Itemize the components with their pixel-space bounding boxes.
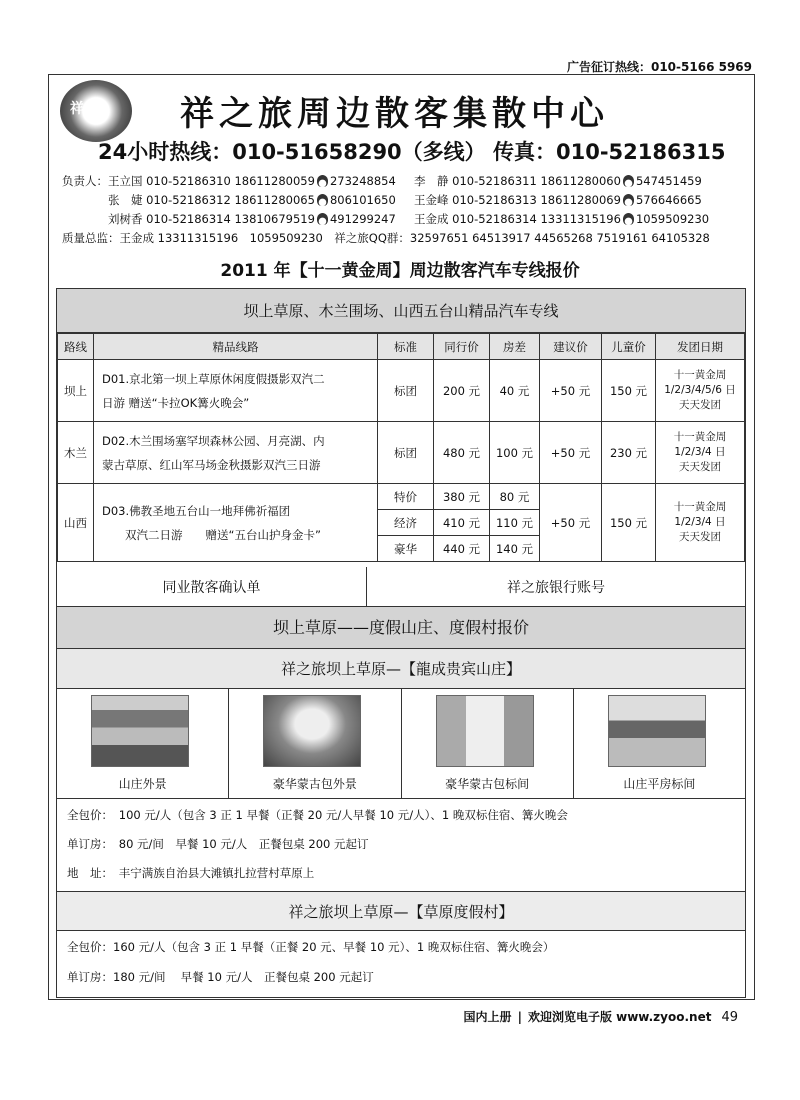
col-header: 儿童价 bbox=[602, 334, 656, 360]
route-region: 坝上 bbox=[58, 360, 94, 422]
contact-left: 负责人：王立国 010-52186310 18611280059 bbox=[62, 174, 315, 188]
contact-right-qq: 576646665 bbox=[635, 193, 702, 207]
col-header: 发团日期 bbox=[656, 334, 745, 360]
resort-exterior-photo bbox=[91, 695, 189, 767]
contact-row bbox=[62, 210, 710, 229]
yurt-room-photo bbox=[436, 695, 534, 767]
qq-penguin-icon bbox=[623, 213, 634, 225]
table-header-row bbox=[58, 334, 745, 360]
route-child-price: 150 元 bbox=[602, 484, 656, 562]
route-peer-price: 480 元 bbox=[434, 422, 490, 484]
contact-left-qq: 806101650 bbox=[329, 193, 396, 207]
photo-card bbox=[402, 689, 574, 798]
contact-right-qq: 547451459 bbox=[635, 174, 702, 188]
route-room-diff: 140 元 bbox=[490, 536, 540, 562]
photo-caption: 豪华蒙古包标间 bbox=[445, 777, 530, 791]
table-row bbox=[58, 360, 745, 422]
footer-book: 国内上册 bbox=[463, 1010, 512, 1024]
qq-penguin-icon bbox=[317, 213, 328, 225]
yurt-exterior-photo bbox=[263, 695, 361, 767]
contact-left: 刘树香 010-52186314 13810679519 bbox=[62, 212, 315, 226]
resort1-package: 全包价： 100 元/人（包含 3 正 1 早餐（正餐 20 元/人早餐 10 元/人）、1 晚双标住宿、篝火晚会 bbox=[67, 808, 568, 822]
bungalow-room-photo bbox=[608, 695, 706, 767]
route-desc: D02.木兰围场塞罕坝森林公园、月亮湖、内 蒙古草原、红山军马场金秋摄影双汽三日游 bbox=[94, 422, 378, 484]
page-footer: 国内上册 | 欢迎浏览电子版 www.zyoo.net 49 bbox=[463, 1010, 738, 1025]
route-desc: D01.京北第一坝上草原休闲度假摄影双汽二 日游 赠送“卡拉OK篝火晚会” bbox=[94, 360, 378, 422]
table-row bbox=[58, 422, 745, 484]
route-room-diff: 80 元 bbox=[490, 484, 540, 510]
col-header: 房差 bbox=[490, 334, 540, 360]
route-room-diff: 40 元 bbox=[490, 360, 540, 422]
route-room-diff: 110 元 bbox=[490, 510, 540, 536]
resort1-address: 地 址： 丰宁满族自治县大滩镇扎拉营村草原上 bbox=[67, 866, 315, 880]
route-table bbox=[57, 333, 745, 562]
phone-line: 24小时热线：010-51658290（多线） 传真：010-52186315 bbox=[98, 140, 726, 164]
price-subtitle: 2011 年【十一黄金周】周边散客汽车专线报价 bbox=[220, 261, 580, 281]
col-header: 同行价 bbox=[434, 334, 490, 360]
resort1-title: 祥之旅坝上草原—【龍成贵宾山庄】 bbox=[57, 649, 745, 689]
qq-penguin-icon bbox=[623, 175, 634, 187]
route-peer-price: 200 元 bbox=[434, 360, 490, 422]
route-dates: 十一黄金周 1/2/3/4 日 天天发团 bbox=[656, 422, 745, 484]
photo-caption: 山庄外景 bbox=[118, 777, 167, 791]
route-child-price: 230 元 bbox=[602, 422, 656, 484]
qq-penguin-icon bbox=[317, 175, 328, 187]
col-header: 路线 bbox=[58, 334, 94, 360]
quality-line: 质量总监：王金成 13311315196 1059509230 祥之旅QQ群：32597651 64513917 44565268 7519161 64105328 bbox=[62, 231, 710, 245]
resort2-package: 全包价：160 元/人（包含 3 正 1 早餐（正餐 20 元、早餐 10 元）、1 晚双标住宿、篝火晚会） bbox=[67, 940, 555, 954]
qq-penguin-icon bbox=[317, 194, 328, 206]
route-suggest-price: +50 元 bbox=[540, 484, 602, 562]
logo-lettering: 祥 bbox=[70, 101, 84, 117]
qq-penguin-icon bbox=[623, 194, 634, 206]
resort2-title: 祥之旅坝上草原—【草原度假村】 bbox=[57, 891, 745, 931]
resort1-room: 单订房： 80 元/间 早餐 10 元/人 正餐包桌 200 元起订 bbox=[67, 837, 369, 851]
footer-promo: 欢迎浏览电子版 www.zyoo.net bbox=[527, 1010, 712, 1024]
route-suggest-price: +50 元 bbox=[540, 422, 602, 484]
bank-account-label: 祥之旅银行账号 bbox=[367, 567, 745, 607]
page-number: 49 bbox=[721, 1010, 738, 1025]
route-peer-price: 410 元 bbox=[434, 510, 490, 536]
route-dates: 十一黄金周 1/2/3/4 日 天天发团 bbox=[656, 484, 745, 562]
contact-left-qq: 491299247 bbox=[329, 212, 396, 226]
contact-right: 王金成 010-52186314 13311315196 bbox=[414, 212, 621, 226]
section1-title: 坝上草原、木兰围场、山西五台山精品汽车专线 bbox=[57, 289, 745, 333]
photo-caption: 山庄平房标间 bbox=[623, 777, 696, 791]
page-title: 祥之旅周边散客集散中心 bbox=[180, 94, 609, 134]
route-standard: 豪华 bbox=[378, 536, 434, 562]
contact-left: 张 婕 010-52186312 18611280065 bbox=[62, 193, 315, 207]
photo-caption: 豪华蒙古包外景 bbox=[272, 777, 357, 791]
route-peer-price: 380 元 bbox=[434, 484, 490, 510]
route-dates: 十一黄金周 1/2/3/4/5/6 日 天天发团 bbox=[656, 360, 745, 422]
route-room-diff: 100 元 bbox=[490, 422, 540, 484]
photo-card bbox=[57, 689, 229, 798]
col-header: 建议价 bbox=[540, 334, 602, 360]
contacts-block bbox=[62, 172, 710, 248]
contact-right: 王金峰 010-52186313 18611280069 bbox=[414, 193, 621, 207]
route-child-price: 150 元 bbox=[602, 360, 656, 422]
route-standard: 特价 bbox=[378, 484, 434, 510]
photo-card bbox=[574, 689, 745, 798]
photo-card bbox=[229, 689, 401, 798]
col-header: 标准 bbox=[378, 334, 434, 360]
contact-row bbox=[62, 172, 710, 191]
table-row bbox=[58, 484, 745, 510]
route-standard: 经济 bbox=[378, 510, 434, 536]
route-standard: 标团 bbox=[378, 422, 434, 484]
col-header: 精品线路 bbox=[94, 334, 378, 360]
contact-left-qq: 273248854 bbox=[329, 174, 396, 188]
price-panel bbox=[56, 288, 746, 998]
route-region: 山西 bbox=[58, 484, 94, 562]
photo-strip bbox=[57, 689, 745, 799]
contact-row bbox=[62, 191, 710, 210]
contact-right: 李 静 010-52186311 18611280060 bbox=[414, 174, 621, 188]
resort2-room: 单订房：180 元/间 早餐 10 元/人 正餐包桌 200 元起订 bbox=[67, 970, 374, 984]
section2-title: 坝上草原——度假山庄、度假村报价 bbox=[57, 607, 745, 649]
contact-right-qq: 1059509230 bbox=[635, 212, 710, 226]
confirm-form-label: 同业散客确认单 bbox=[57, 567, 367, 607]
route-peer-price: 440 元 bbox=[434, 536, 490, 562]
ad-hotline: 广告征订热线：010-5166 5969 bbox=[566, 60, 752, 74]
route-standard: 标团 bbox=[378, 360, 434, 422]
route-suggest-price: +50 元 bbox=[540, 360, 602, 422]
route-region: 木兰 bbox=[58, 422, 94, 484]
route-desc: D03.佛教圣地五台山一地拜佛祈福团 双汽二日游 赠送“五台山护身金卡” bbox=[94, 484, 378, 562]
